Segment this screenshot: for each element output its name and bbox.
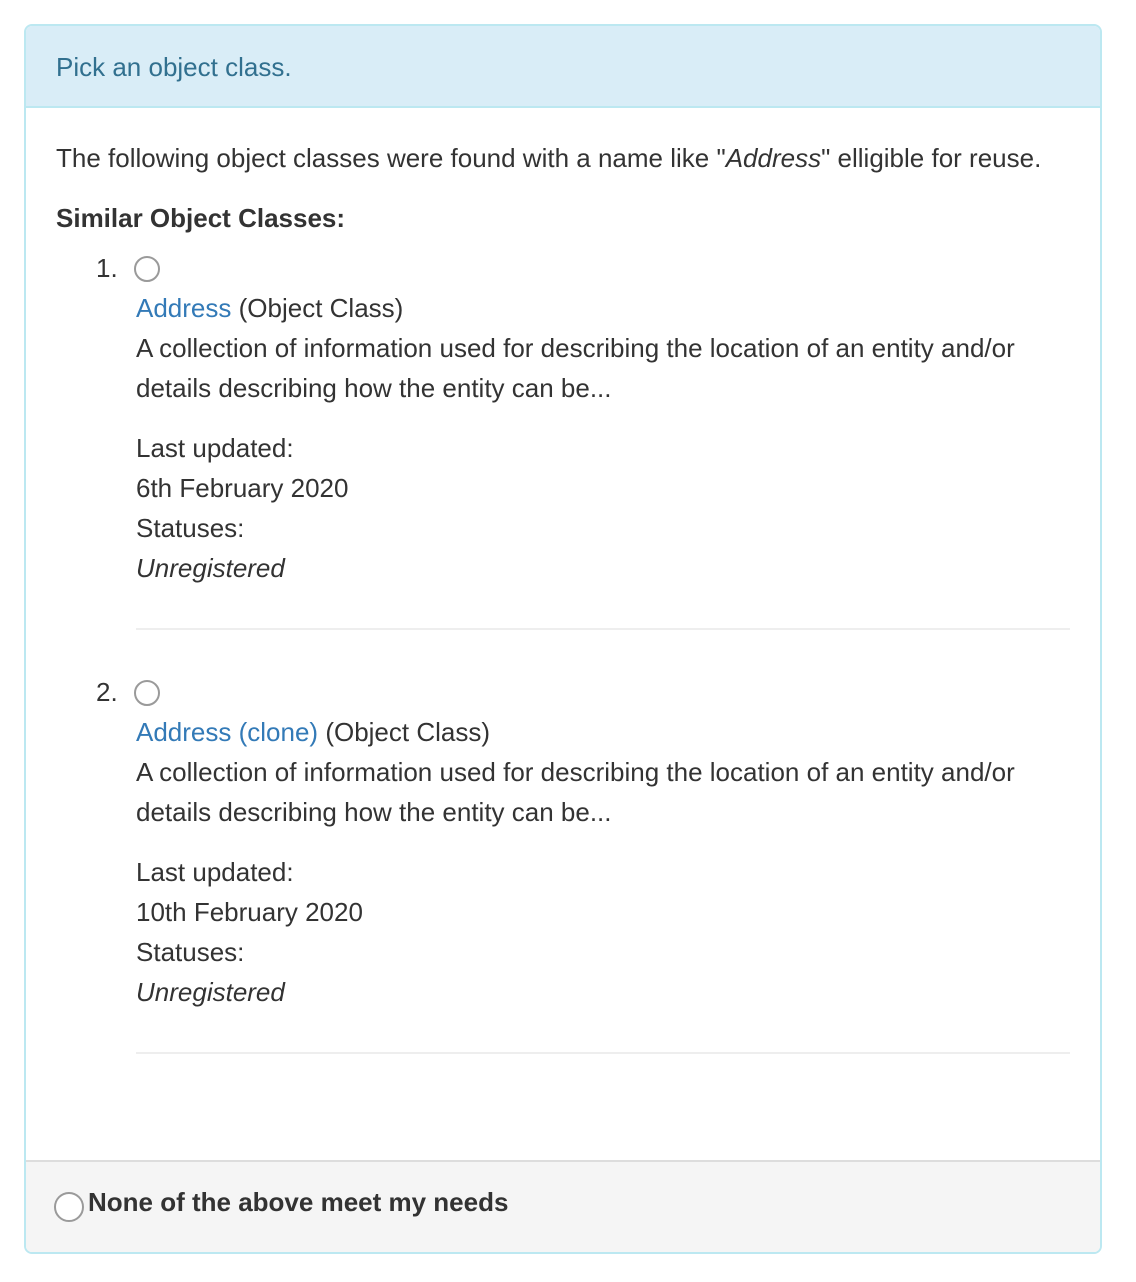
intro-suffix: " elligible for reuse. — [821, 143, 1042, 173]
none-of-the-above-radio[interactable] — [54, 1192, 84, 1222]
statuses-label: Statuses: — [136, 513, 245, 543]
panel-body — [26, 138, 1100, 1054]
item-meta — [136, 852, 1070, 1012]
item-divider — [136, 628, 1070, 630]
select-result-radio[interactable] — [134, 256, 160, 282]
results-list — [56, 248, 1070, 1054]
item-title — [136, 288, 1070, 328]
item-meta — [136, 428, 1070, 588]
object-class-link[interactable]: Address — [136, 293, 232, 323]
intro-prefix: The following object classes were found with a name like " — [56, 143, 726, 173]
item-title — [136, 712, 1070, 752]
radio-row — [136, 248, 1070, 288]
item-type: (Object Class) — [325, 717, 491, 747]
none-of-the-above-label[interactable]: None of the above meet my needs — [88, 1187, 509, 1217]
last-updated-value: 6th February 2020 — [136, 473, 349, 503]
similar-object-classes-heading: Similar Object Classes: — [56, 203, 346, 233]
statuses-label: Statuses: — [136, 937, 245, 967]
item-divider — [136, 1052, 1070, 1054]
list-item — [56, 248, 1070, 630]
last-updated-value: 10th February 2020 — [136, 897, 363, 927]
panel-footer — [26, 1160, 1100, 1252]
select-result-radio[interactable] — [134, 680, 160, 706]
last-updated-label: Last updated: — [136, 857, 294, 887]
item-description: A collection of information used for describing the location of an entity and/or details describing how the entity can be... — [136, 333, 1015, 403]
item-type: (Object Class) — [238, 293, 404, 323]
item-number: 2. — [96, 677, 118, 707]
intro-text — [56, 138, 1056, 178]
status-value: Unregistered — [136, 977, 285, 1007]
panel-heading: Pick an object class. — [26, 26, 1100, 108]
status-value: Unregistered — [136, 553, 285, 583]
list-item — [56, 672, 1070, 1054]
object-class-picker-panel — [24, 24, 1102, 1254]
item-number: 1. — [96, 253, 118, 283]
intro-query: Address — [725, 143, 822, 173]
object-class-link[interactable]: Address (clone) — [136, 717, 319, 747]
last-updated-label: Last updated: — [136, 433, 294, 463]
item-description: A collection of information used for describing the location of an entity and/or details describing how the entity can be... — [136, 757, 1015, 827]
radio-row — [136, 672, 1070, 712]
